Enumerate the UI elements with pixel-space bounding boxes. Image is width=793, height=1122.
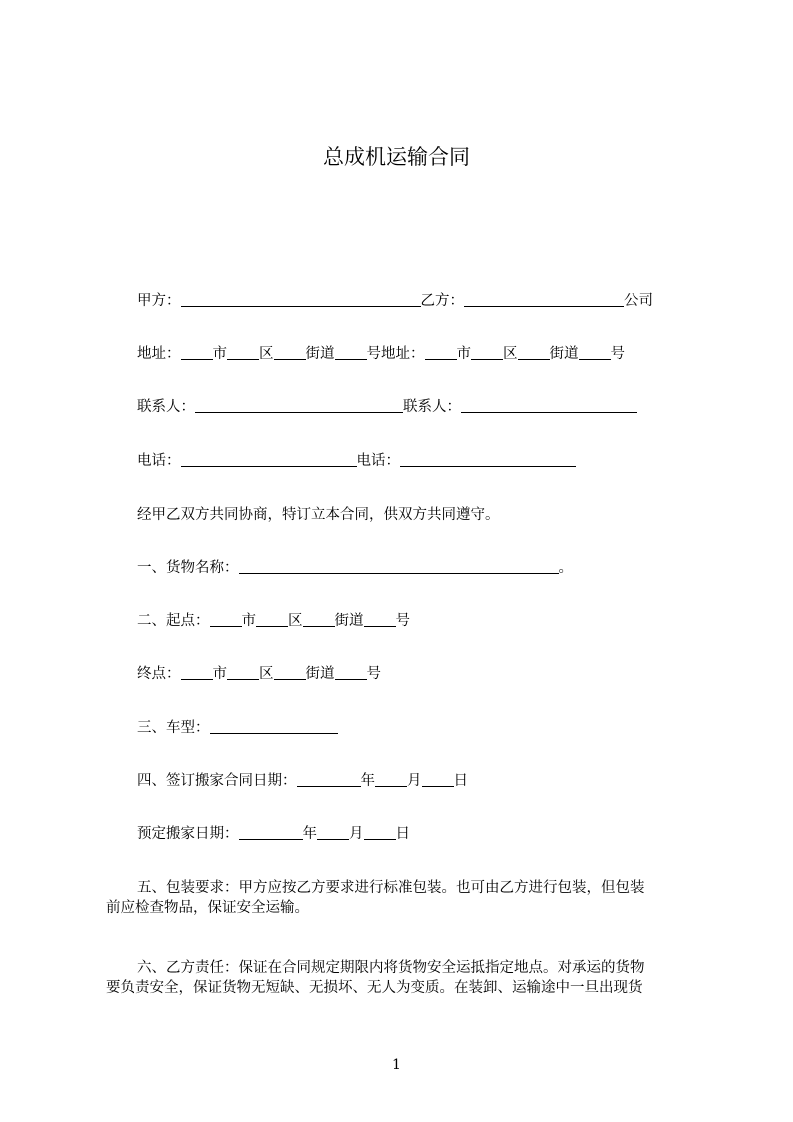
- vehicle-label: 三、车型：: [137, 720, 210, 736]
- document-title: 总成机运输合同: [323, 145, 470, 169]
- destination-street-label: 街道: [305, 666, 335, 682]
- sign-date-label: 四、签订搬家合同日期：: [137, 773, 297, 789]
- address-a-city-blank[interactable]: [181, 344, 213, 360]
- address-b-district-label: 区: [503, 346, 518, 362]
- planned-date-line: [137, 824, 410, 844]
- address-a-number-blank[interactable]: [335, 344, 367, 360]
- destination-street-blank[interactable]: [274, 664, 306, 680]
- address-b-label: 地址：: [381, 346, 425, 362]
- destination-district-label: 区: [259, 666, 274, 682]
- address-a-district-blank[interactable]: [227, 344, 259, 360]
- sign-date-line: [137, 771, 468, 791]
- duty-line-1: 六、乙方责任：保证在合同规定期限内将货物安全运抵指定地点。对承运的货物: [137, 960, 645, 976]
- party-a-label: 甲方：: [137, 293, 181, 309]
- destination-district-blank[interactable]: [227, 664, 259, 680]
- sign-month-blank[interactable]: [375, 771, 407, 787]
- planned-month-label: 月: [349, 826, 364, 842]
- company-suffix: 公司: [624, 293, 653, 309]
- goods-name-end: 。: [558, 560, 573, 576]
- address-a-street-label: 街道: [305, 346, 335, 362]
- contact-b-blank[interactable]: [461, 397, 637, 413]
- address-a-city-label: 市: [212, 346, 227, 362]
- address-line: [137, 344, 625, 364]
- address-b-city-blank[interactable]: [425, 344, 457, 360]
- destination-number-label: 号: [366, 666, 381, 682]
- sign-day-label: 日: [453, 773, 468, 789]
- planned-date-label: 预定搬家日期：: [137, 826, 239, 842]
- phone-b-blank[interactable]: [400, 451, 576, 467]
- planned-day-label: 日: [395, 826, 410, 842]
- origin-city-label: 市: [241, 613, 256, 629]
- intro-text: 经甲乙双方共同协商，特订立本合同，供双方共同遵守。: [137, 507, 500, 523]
- address-a-street-blank[interactable]: [274, 344, 306, 360]
- origin-line: [137, 611, 410, 631]
- sign-day-blank[interactable]: [422, 771, 454, 787]
- page-number: 1: [392, 1057, 401, 1073]
- phone-a-label: 电话：: [137, 453, 181, 469]
- contact-a-label: 联系人：: [137, 399, 195, 415]
- destination-label: 终点：: [137, 666, 181, 682]
- contact-line: [137, 397, 637, 417]
- destination-number-blank[interactable]: [335, 664, 367, 680]
- party-b-label: 乙方：: [420, 293, 464, 309]
- origin-number-blank[interactable]: [364, 611, 396, 627]
- packing-line-2: 前应检查物品，保证安全运输。: [106, 900, 309, 916]
- goods-name-line: [137, 558, 573, 578]
- party-a-blank[interactable]: [181, 291, 421, 307]
- parties-line: [137, 291, 653, 311]
- sign-month-label: 月: [407, 773, 422, 789]
- address-a-label: 地址：: [137, 346, 181, 362]
- destination-line: [137, 664, 381, 684]
- vehicle-blank[interactable]: [210, 718, 338, 734]
- address-b-city-label: 市: [456, 346, 471, 362]
- contact-a-blank[interactable]: [195, 397, 403, 413]
- origin-label: 二、起点：: [137, 613, 210, 629]
- goods-name-label: 一、货物名称：: [137, 560, 239, 576]
- planned-year-label: 年: [302, 826, 317, 842]
- address-b-number-blank[interactable]: [579, 344, 611, 360]
- duty-line-2: 要负责安全，保证货物无短缺、无损坏、无人为变质。在装卸、运输途中一旦出现货: [106, 980, 643, 996]
- origin-number-label: 号: [395, 613, 410, 629]
- origin-city-blank[interactable]: [210, 611, 242, 627]
- address-b-street-label: 街道: [549, 346, 579, 362]
- phone-b-label: 电话：: [356, 453, 400, 469]
- origin-district-label: 区: [288, 613, 303, 629]
- party-b-blank[interactable]: [464, 291, 624, 307]
- address-b-street-blank[interactable]: [518, 344, 550, 360]
- vehicle-line: [137, 718, 338, 738]
- planned-month-blank[interactable]: [317, 824, 349, 840]
- phone-a-blank[interactable]: [181, 451, 357, 467]
- planned-year-blank[interactable]: [239, 824, 303, 840]
- packing-paragraph: [106, 878, 706, 918]
- sign-year-label: 年: [360, 773, 375, 789]
- destination-city-label: 市: [212, 666, 227, 682]
- sign-year-blank[interactable]: [297, 771, 361, 787]
- duty-paragraph: [106, 958, 706, 998]
- goods-name-blank[interactable]: [239, 558, 559, 574]
- destination-city-blank[interactable]: [181, 664, 213, 680]
- address-b-district-blank[interactable]: [471, 344, 503, 360]
- address-a-number-label: 号: [366, 346, 381, 362]
- address-b-number-label: 号: [610, 346, 625, 362]
- origin-district-blank[interactable]: [256, 611, 288, 627]
- phone-line: [137, 451, 576, 471]
- address-a-district-label: 区: [259, 346, 274, 362]
- packing-line-1: 五、包装要求：甲方应按乙方要求进行标准包装。也可由乙方进行包装，但包装: [137, 880, 645, 896]
- origin-street-blank[interactable]: [303, 611, 335, 627]
- origin-street-label: 街道: [334, 613, 364, 629]
- planned-day-blank[interactable]: [364, 824, 396, 840]
- contact-b-label: 联系人：: [403, 399, 461, 415]
